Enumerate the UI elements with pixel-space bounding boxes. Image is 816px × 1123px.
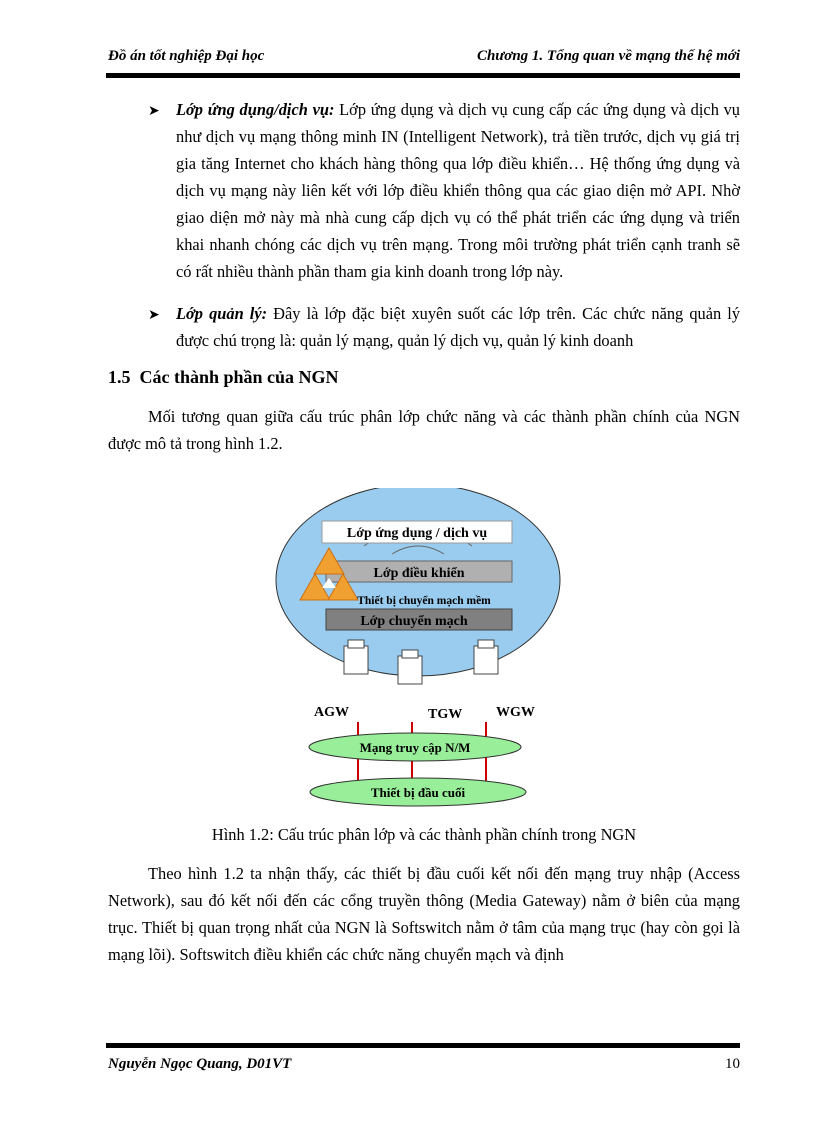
bullet-application-layer <box>176 96 740 285</box>
bullet-text: Đây là lớp đặc biệt xuyên suốt các lớp trên. Các chức năng quản lý được chú trọng là: quản lý mạng, quản lý dịch vụ, quản lý kinh doanh <box>176 304 741 350</box>
gateway-icon <box>474 640 498 674</box>
header-right: Chương 1. Tổng quan về mạng thế hệ mới <box>476 48 740 64</box>
ngn-figure <box>274 488 574 810</box>
arrow-bullet-icon: ➤ <box>148 104 160 119</box>
access-network-label: Mạng truy cập N/M <box>359 740 471 755</box>
header-left: Đồ án tốt nghiệp Đại học <box>108 48 265 64</box>
bullet-text: Lớp ứng dụng và dịch vụ cung cấp các ứng dụng và dịch vụ như dịch vụ mạng thông minh IN (Intelligent Network), trả tiền trước, dịch vụ giá trị gia tăng Internet cho khách hàng thông qua lớp điều khiển… Hệ thống ứng dụng và dịch vụ mạng này liên kết với lớp điều khiển thông qua các giao diện mở API. Nhờ giao diện mở này mà nhà cung cấp dịch vụ có thể phát triển các ứng dụng và triển khai nhanh chóng các dịch vụ trên mạng. Trong môi trường phát triển cạnh tranh sẽ có rất nhiều thành phần tham gia kinh doanh trong lớp này. <box>176 100 740 281</box>
bullet-term: Lớp quản lý: <box>176 304 268 323</box>
application-layer-label: Lớp ứng dụng / dịch vụ <box>346 526 488 541</box>
bullet-term: Lớp ứng dụng/dịch vụ: <box>176 100 335 119</box>
switching-layer-label: Lớp chuyển mạch <box>360 614 468 629</box>
terminal-label: Thiết bị đầu cuối <box>370 785 466 800</box>
header-rule <box>106 73 740 78</box>
section-heading <box>108 367 339 388</box>
section-title: Các thành phần của NGN <box>139 367 339 387</box>
softswitch-label: Thiết bị chuyển mạch mềm <box>357 595 491 607</box>
tgw-label: TGW <box>428 707 463 722</box>
bullet-management-layer <box>176 300 740 354</box>
paragraph-intro: Mối tương quan giữa cấu trúc phân lớp chức năng và các thành phần chính của NGN được mô tả trong hình 1.2. <box>108 407 740 453</box>
paragraph-body: Theo hình 1.2 ta nhận thấy, các thiết bị đầu cuối kết nối đến mạng truy nhập (Access Network), sau đó kết nối đến các cổng truyền thông (Media Gateway) nằm ở biên của mạng trục. Thiết bị quan trọng nhất của NGN là Softswitch nằm ở tâm của mạng trục (hay còn gọi là mạng lõi). Softswitch điều khiển các chức năng chuyển mạch và định <box>108 864 740 964</box>
agw-label: AGW <box>314 705 349 720</box>
gateway-icon <box>344 640 368 674</box>
footer-author: Nguyễn Ngọc Quang, D01VT <box>108 1056 292 1072</box>
figure-caption: Hình 1.2: Cấu trúc phân lớp và các thành phần chính trong NGN <box>211 825 637 844</box>
wgw-label: WGW <box>496 705 535 720</box>
section-number: 1.5 <box>108 367 131 387</box>
control-layer-label: Lớp điều khiển <box>373 566 465 581</box>
arrow-bullet-icon: ➤ <box>148 308 160 323</box>
footer-rule <box>106 1043 740 1048</box>
gateway-icon <box>398 650 422 684</box>
page-number: 10 <box>725 1056 740 1072</box>
